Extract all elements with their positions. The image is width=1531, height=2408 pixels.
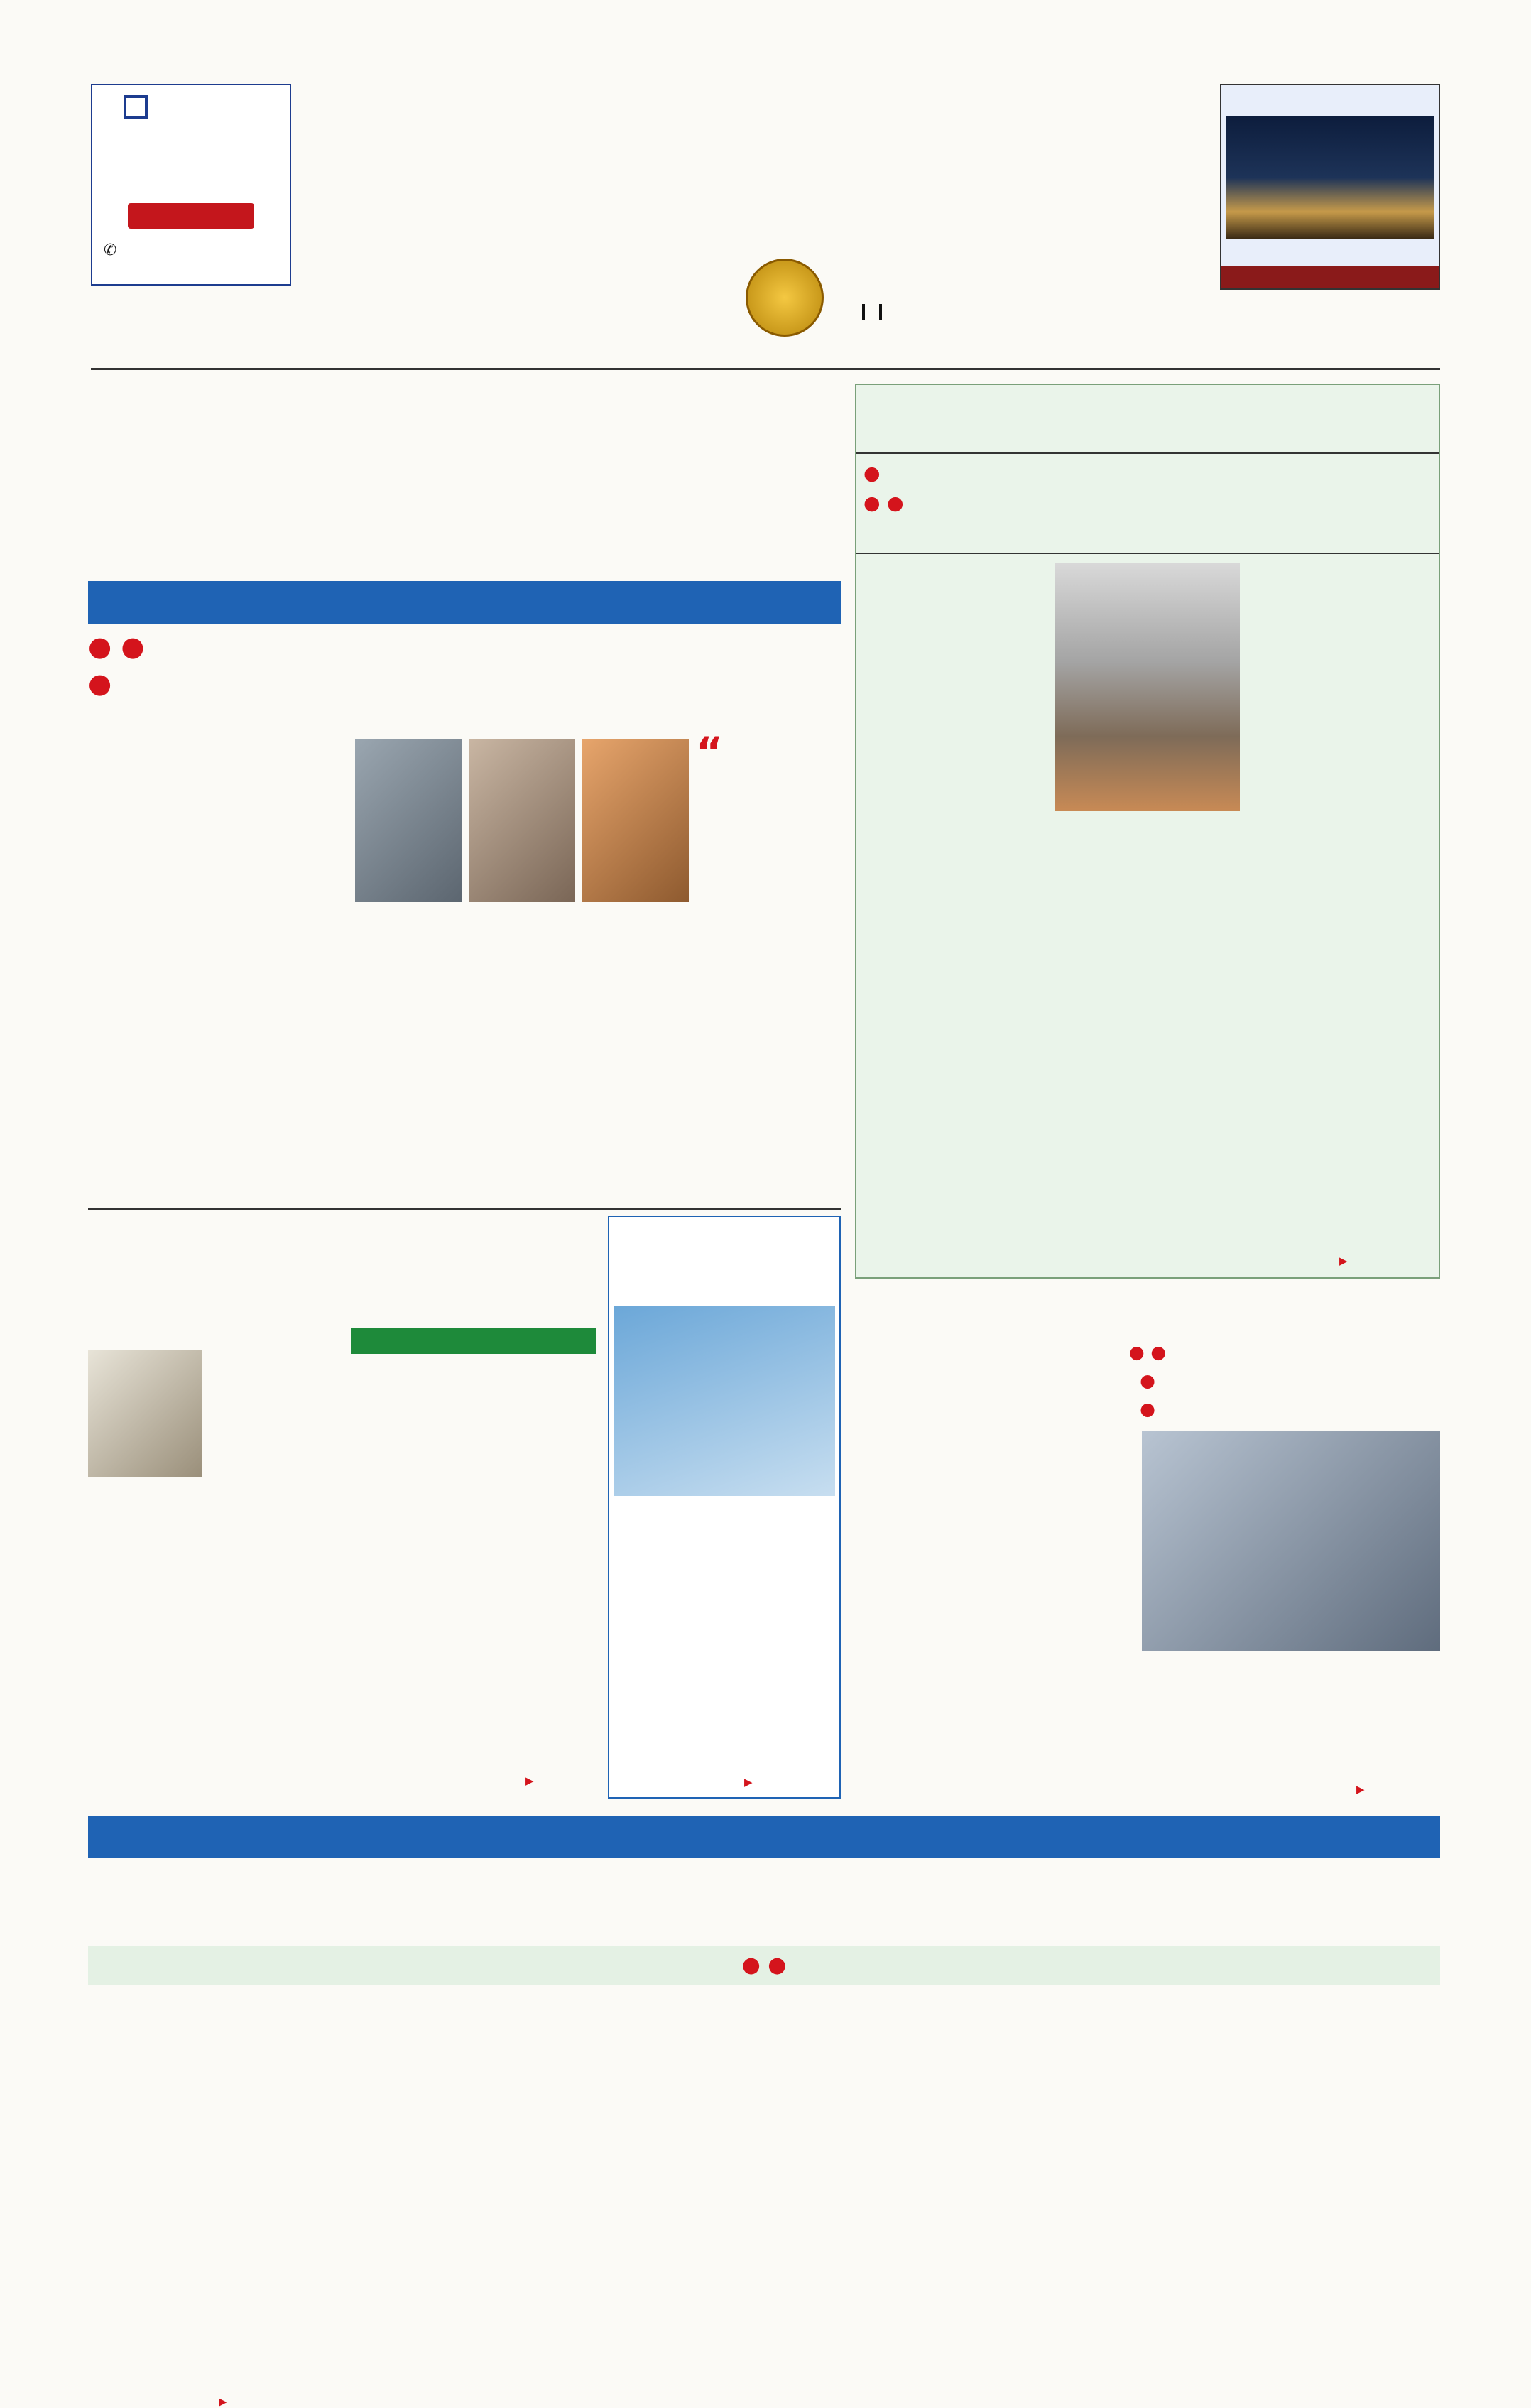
president-col-2 bbox=[1250, 563, 1432, 838]
bullet-icon: ● bbox=[768, 1953, 787, 1978]
president-col-3 bbox=[1055, 899, 1432, 1063]
anniversary-badge bbox=[746, 259, 824, 337]
bullet-icon: ● bbox=[1140, 1399, 1155, 1419]
ekhata-col-2 bbox=[1142, 1659, 1440, 1780]
president-bullets-rule bbox=[856, 553, 1439, 554]
quote-mark-icon: “ bbox=[696, 728, 724, 776]
ekhata-bullets-1 bbox=[855, 1338, 1440, 1367]
masthead-title bbox=[311, 77, 1177, 226]
lead-bullets-row-2 bbox=[88, 665, 841, 702]
lead-col-3 bbox=[601, 926, 841, 1199]
ekhata-col-1 bbox=[855, 1431, 1132, 1800]
bullet-icon: ● bbox=[741, 1953, 761, 1978]
photo-vijayendra bbox=[582, 739, 689, 902]
president-col-4 bbox=[1055, 1071, 1237, 1270]
uppara-col-2 bbox=[351, 1358, 596, 1770]
bullet-icon: ● bbox=[88, 668, 112, 699]
ad-left-price bbox=[128, 203, 254, 229]
sandesh-band bbox=[88, 1816, 1440, 1858]
airshow-continued[interactable]: ▶ bbox=[744, 1776, 753, 1789]
lead-quote-box bbox=[696, 728, 841, 916]
bullet-icon: ● bbox=[886, 492, 904, 514]
ekhata-bullets-2 bbox=[855, 1367, 1440, 1395]
uppara-continued[interactable]: ▶ bbox=[525, 1774, 534, 1787]
header-ad-right[interactable] bbox=[1220, 84, 1440, 290]
president-bullets-2 bbox=[863, 489, 1432, 519]
bullet-icon: ● bbox=[863, 462, 881, 484]
ekhata-continued[interactable]: ▶ bbox=[1356, 1783, 1365, 1796]
photo-dk-shivakumar bbox=[469, 739, 575, 902]
uppara-tag bbox=[351, 1328, 596, 1354]
president-col-1 bbox=[863, 563, 1045, 1202]
bullet-icon: ● bbox=[1128, 1342, 1145, 1362]
airshow-text bbox=[616, 1504, 832, 1767]
bullet-icon: ● bbox=[863, 492, 881, 514]
uppara-top-rule bbox=[88, 1208, 841, 1210]
president-box bbox=[855, 384, 1440, 1279]
ekhata-bullets-3 bbox=[855, 1395, 1440, 1423]
lead-col-2 bbox=[355, 926, 589, 1199]
sandesh-bullets bbox=[88, 1946, 1440, 1985]
president-bullets-1 bbox=[863, 459, 1432, 489]
lead-photos bbox=[355, 739, 689, 923]
phone-icon: ✆ bbox=[104, 242, 117, 259]
photo-air-show-jets bbox=[614, 1306, 835, 1496]
ad-left-phone-row bbox=[104, 242, 116, 264]
lead-bullets-row-1 bbox=[88, 628, 841, 665]
airshow-box bbox=[608, 1216, 841, 1799]
volume-row bbox=[858, 303, 1312, 320]
lead-col-1 bbox=[88, 744, 344, 1199]
ad-right-phone bbox=[1221, 266, 1439, 288]
photo-droupadi-murmu bbox=[1055, 563, 1240, 811]
header-divider bbox=[91, 368, 1440, 370]
alliance-logo-icon bbox=[124, 95, 148, 119]
bullet-icon: ● bbox=[1140, 1370, 1155, 1391]
photo-ekhata-counter bbox=[1142, 1431, 1440, 1651]
convention-centre-photo bbox=[1226, 116, 1434, 239]
uppara-col-1 bbox=[88, 1328, 341, 1797]
photo-yatnal bbox=[355, 739, 462, 902]
president-headline-rule bbox=[856, 452, 1439, 454]
president-col-5 bbox=[1250, 1071, 1432, 1249]
bullet-icon: ● bbox=[1150, 1342, 1167, 1362]
president-continued[interactable]: ▶ bbox=[1339, 1254, 1348, 1267]
header-ad-left[interactable] bbox=[91, 84, 291, 286]
bullet-icon: ● bbox=[121, 631, 145, 662]
sandesh-continued[interactable]: ▶ bbox=[219, 2395, 227, 2408]
sandesh-col bbox=[88, 1995, 301, 2392]
bullet-icon: ● bbox=[88, 631, 112, 662]
lead-band bbox=[88, 581, 841, 624]
lead-quote bbox=[696, 767, 841, 916]
